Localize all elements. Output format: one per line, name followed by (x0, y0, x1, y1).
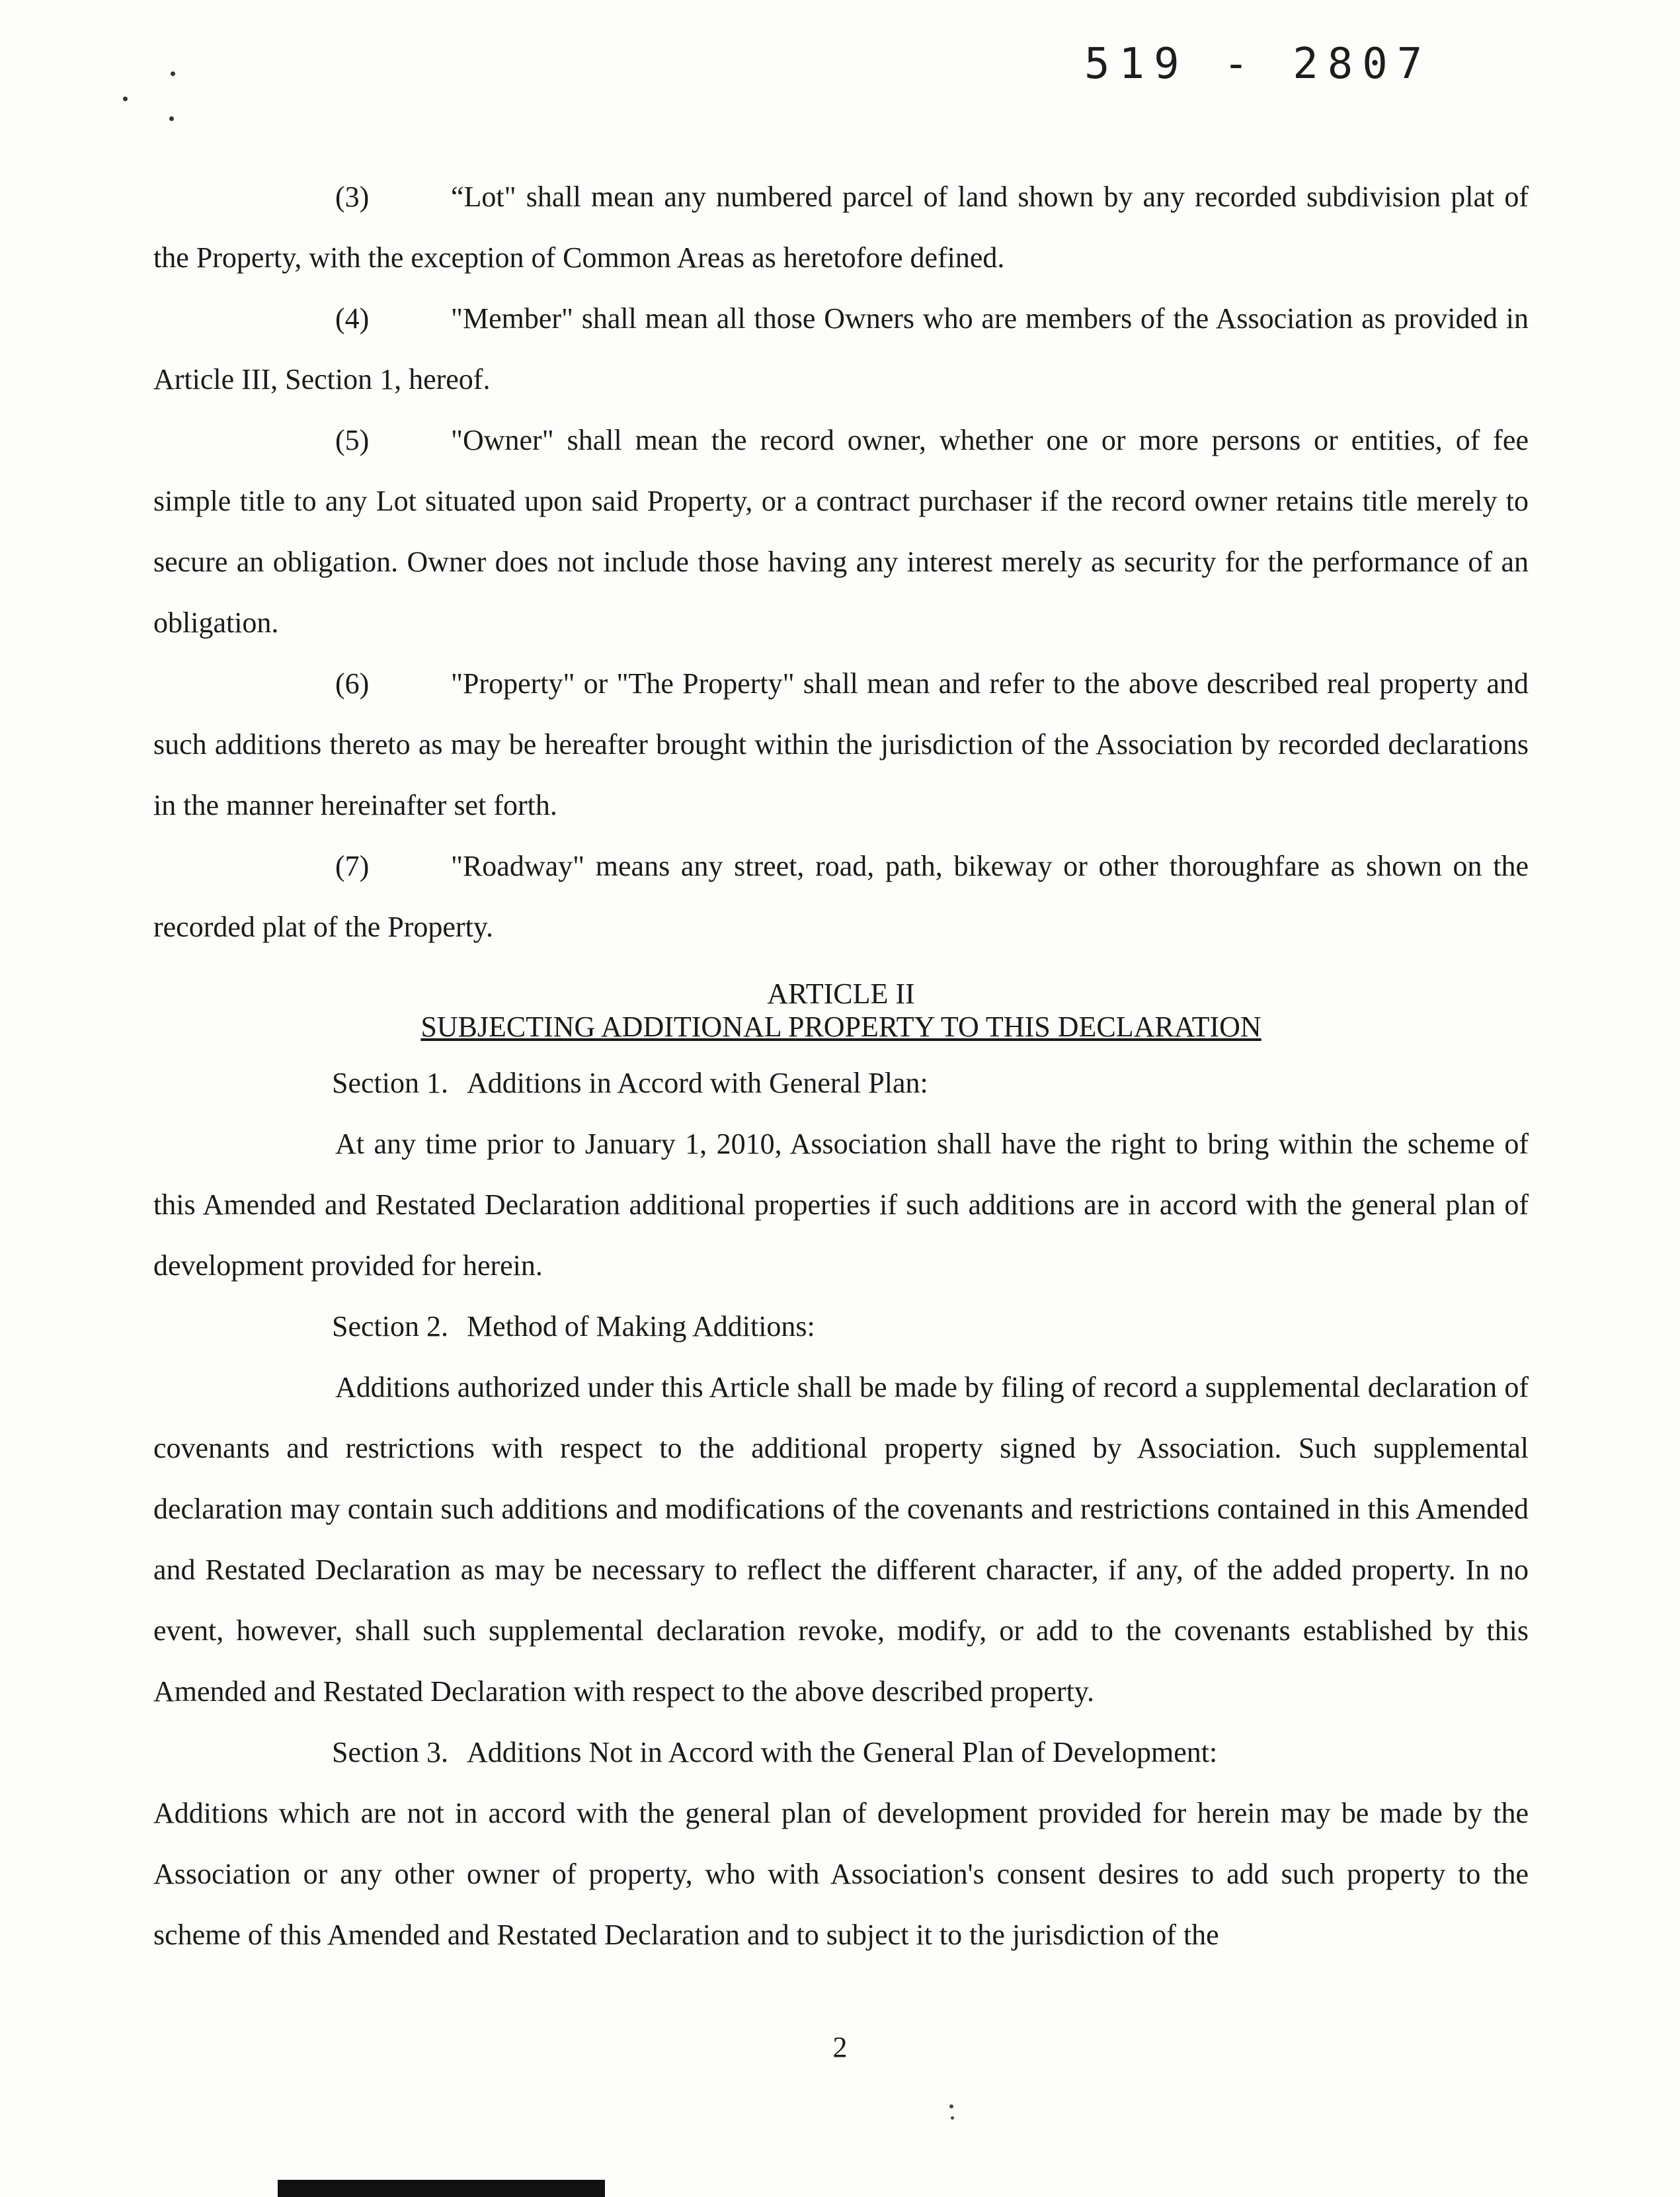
section-1-heading (153, 1053, 1529, 1114)
section-label: Section 2. (332, 1310, 448, 1343)
section-3-body: Additions which are not in accord with the general plan of development provided for herein may be made by the Association or any other owner of property, who with Association's consent desires to add such property to the scheme of this Amended and Restated Declaration and to subject it to the jurisdiction of the (153, 1797, 1529, 1951)
definition-property (153, 653, 1529, 836)
section-1-body: At any time prior to January 1, 2010, Association shall have the right to bring within the scheme of this Amended and Restated Declaration additional properties if such additions are in accord with the general plan of development provided for herein. (153, 1128, 1529, 1282)
section-2-heading (153, 1296, 1529, 1357)
section-title: Additions in Accord with General Plan: (466, 1067, 928, 1099)
section-label: Section 3. (332, 1736, 448, 1768)
definition-number: (6) (335, 667, 370, 700)
page-number: 2 (832, 2031, 848, 2063)
definition-text: "Owner" shall mean the record owner, whether one or more persons or entities, of fee simple title to any Lot situated upon said Property, or a contract purchaser if the record owner retains title merely to secure an obligation. Owner does not include those having any interest merely as security for the performance of an obligation. (153, 424, 1529, 639)
scan-speck (949, 2104, 953, 2108)
definition-number: (3) (335, 181, 370, 213)
scan-edge-bar (278, 2180, 605, 2197)
definition-text: "Member" shall mean all those Owners who are members of the Association as provided in Article III, Section 1, hereof. (153, 302, 1529, 395)
margin-speck (169, 116, 174, 121)
scan-speck (951, 2116, 954, 2120)
article-subtitle: SUBJECTING ADDITIONAL PROPERTY TO THIS DECLARATION (420, 1011, 1261, 1043)
definition-text: “Lot" shall mean any numbered parcel of land shown by any recorded subdivision plat of the Property, with the exception of Common Areas as heretofore defined. (153, 181, 1529, 274)
article-title: ARTICLE II (767, 977, 915, 1010)
margin-speck (123, 97, 128, 101)
section-2-body: Additions authorized under this Article shall be made by filing of record a supplemental declaration of covenants and restrictions with respect to the additional property signed by Association. Such supplemental declaration may contain such additions and modifications of the covenants and restrictions contained in this Amended and Restated Declaration as may be necessary to reflect the different character, if any, of the added property. In no event, however, shall such supplemental declaration revoke, modify, or add to the covenants established by this Amended and Restated Declaration with respect to the above described property. (153, 1371, 1529, 1708)
margin-speck (171, 71, 175, 76)
definition-roadway (153, 836, 1529, 958)
section-title: Additions Not in Accord with the General Plan of Development: (466, 1736, 1218, 1768)
definition-text: "Property" or "The Property" shall mean and refer to the above described real property and such additions thereto as may be hereafter brought within the jurisdiction of the Association by recorded declarations in the manner hereinafter set forth. (153, 667, 1529, 821)
definition-member (153, 288, 1529, 410)
section-title: Method of Making Additions: (466, 1310, 815, 1343)
definition-number: (4) (335, 302, 370, 335)
definition-number: (7) (335, 850, 370, 882)
definition-text: "Roadway" means any street, road, path, bikeway or other thoroughfare as shown on the recorded plat of the Property. (153, 850, 1529, 943)
section-label: Section 1. (332, 1067, 448, 1099)
definition-owner (153, 410, 1529, 653)
recording-stamp: 519 - 2807 (1084, 40, 1432, 89)
article-heading (153, 977, 1529, 1044)
definition-number: (5) (335, 424, 370, 456)
body-text (153, 167, 1529, 1966)
section-3-heading (153, 1722, 1529, 1783)
definition-lot (153, 167, 1529, 288)
